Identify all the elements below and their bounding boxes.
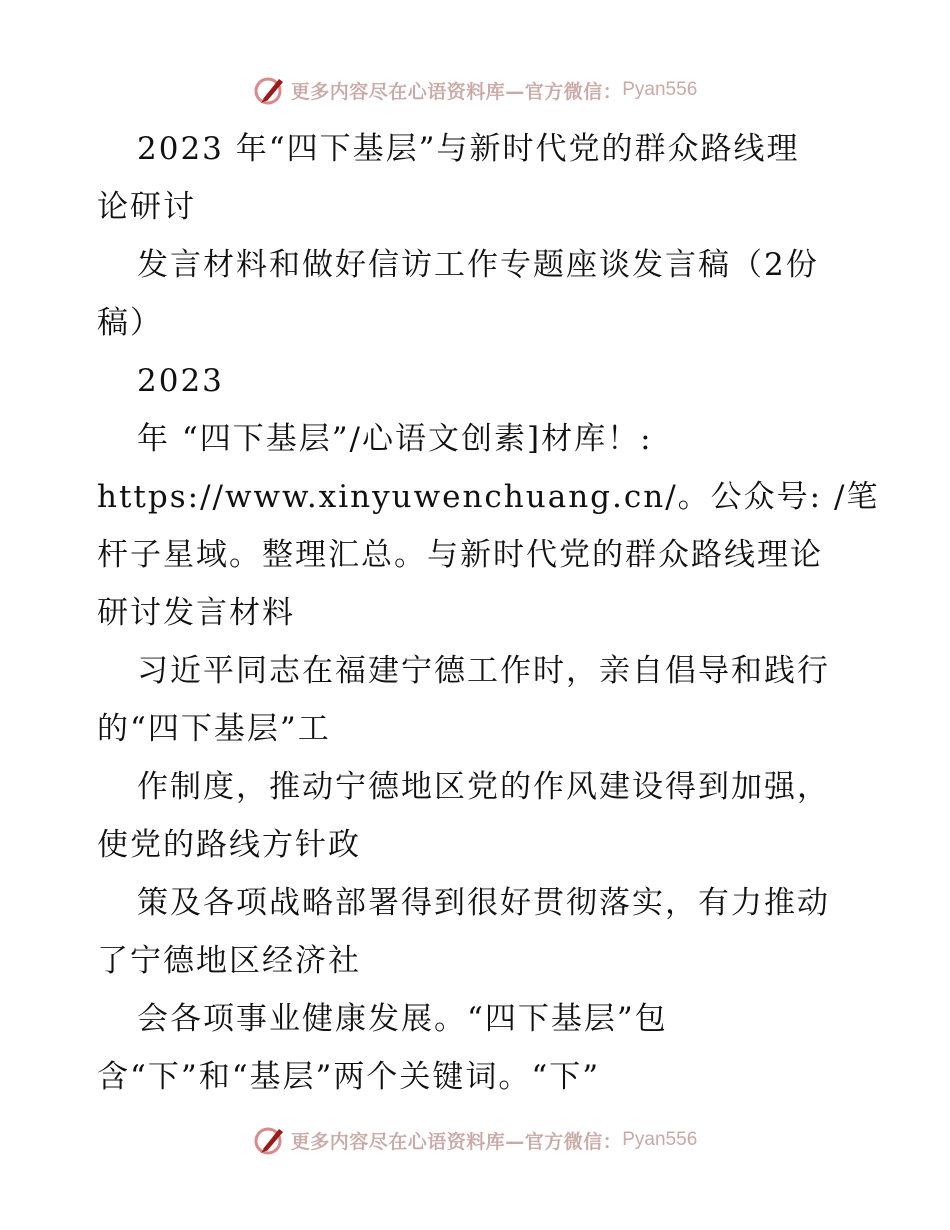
text-line: 2023 年“四下基层”与新时代党的群众路线理	[137, 131, 800, 167]
watermark-wechat-id: Pyan556	[622, 1129, 698, 1150]
text-line: 含“下”和“基层”两个关键词。“下”	[97, 1059, 601, 1095]
pen-logo-icon	[253, 1123, 287, 1157]
text-line: 作制度，推动宁德地区党的作风建设得到加强，	[137, 769, 830, 805]
header-watermark	[0, 70, 950, 110]
text-line: https://www.xinyuwenchuang.cn/。公众号: /笔	[97, 479, 880, 515]
text-line: 策及各项战略部署得到很好贯彻落实，有力推动	[137, 885, 830, 921]
text-line: 习近平同志在福建宁德工作时，亲自倡导和践行	[137, 653, 830, 689]
text-line: 了宁德地区经济社	[97, 943, 361, 979]
watermark-text: 更多内容尽在心语资料库—官方微信：	[290, 1130, 623, 1153]
footer-watermark	[0, 1120, 950, 1160]
text-line: 论研讨	[97, 189, 196, 225]
text-line: 使党的路线方针政	[97, 827, 361, 863]
watermark-text: 更多内容尽在心语资料库—官方微信：	[290, 80, 623, 103]
watermark-wechat-id: Pyan556	[622, 79, 698, 100]
text-line: 杆子星域。整理汇总。与新时代党的群众路线理论	[97, 537, 823, 573]
text-line: 2023	[137, 363, 224, 399]
text-line: 发言材料和做好信访工作专题座谈发言稿（2份	[137, 247, 819, 283]
text-line: 年 “四下基层”/心语文创素]材库！:	[137, 421, 653, 457]
text-line: 会各项事业健康发展。“四下基层”包	[137, 1001, 668, 1037]
document-body	[97, 120, 880, 1106]
text-line: 稿）	[97, 305, 163, 341]
pen-logo-icon	[253, 73, 287, 107]
text-line: 研讨发言材料	[97, 595, 295, 631]
text-line: 的“四下基层”工	[97, 711, 331, 747]
